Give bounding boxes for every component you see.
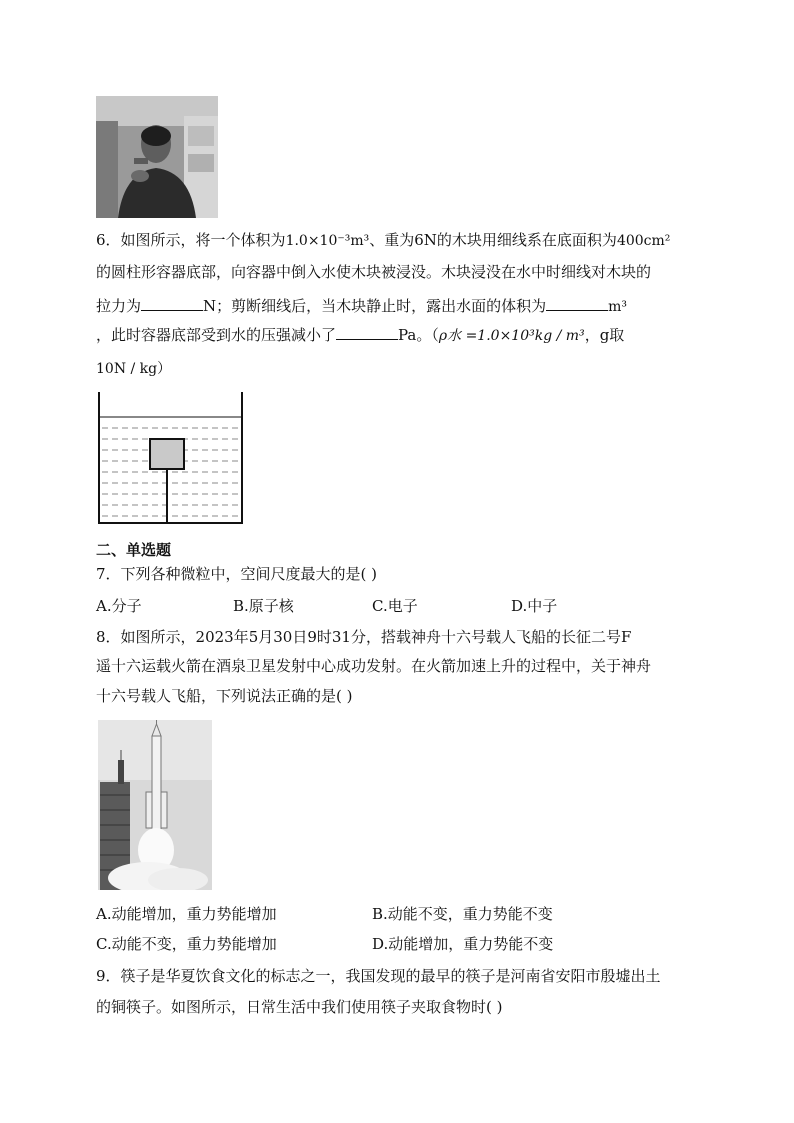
- q6-text-g: ，g取: [584, 326, 625, 344]
- container-diagram: [96, 392, 246, 526]
- answer-blank-2[interactable]: [546, 296, 608, 311]
- q6-text-c: 拉力为: [96, 297, 142, 315]
- q6-text-d: N；剪断细线后，当木块静止时，露出水面的体积为: [203, 297, 547, 315]
- q9-line1: 9．筷子是华夏饮食文化的标志之一，我国发现的最早的筷子是河南省安阳市殷墟出土: [96, 967, 661, 985]
- answer-blank-3[interactable]: [336, 325, 398, 340]
- q6-line2: 的圆柱形容器底部，向容器中倒入水使木块被浸没。木块浸没在水中时细线对木块的: [96, 263, 652, 281]
- q8-line1: 8．如图所示，2023年5月30日9时31分，搭载神舟十六号载人飞船的长征二号F: [96, 628, 632, 646]
- q7-option-d[interactable]: D.中子: [511, 597, 558, 615]
- rocket-launch-photo: [98, 720, 212, 890]
- q7-option-b[interactable]: B.原子核: [233, 597, 294, 615]
- q8-option-b[interactable]: B.动能不变，重力势能不变: [372, 905, 553, 923]
- q9-line2: 的铜筷子。如图所示，日常生活中我们使用筷子夹取食物时( ): [96, 998, 503, 1016]
- q6-line4: [96, 325, 624, 346]
- q8-option-c[interactable]: C.动能不变，重力势能增加: [96, 935, 277, 953]
- wood-block: [150, 439, 184, 469]
- q6-text-b: 、重为6N的木块用细线系在底面积为: [369, 231, 617, 249]
- astronaut-photo: [96, 96, 218, 218]
- q6-line1: [96, 230, 670, 251]
- q6-area-value: 400cm²: [616, 233, 671, 249]
- q6-text-e: ，此时容器底部受到水的压强减小了: [96, 326, 337, 344]
- section-heading: 二、单选题: [96, 541, 172, 559]
- q7-option-a[interactable]: A.分子: [96, 597, 142, 615]
- q6-unit-m3: m³: [608, 299, 628, 315]
- q6-density-formula: ρ水 =1.0×10³kg / m³: [438, 328, 585, 344]
- q7-option-c[interactable]: C.电子: [372, 597, 418, 615]
- q6-text-f: Pa。（: [398, 326, 439, 344]
- q6-line5: 10N / kg）: [96, 361, 172, 377]
- q6-volume-value: 1.0×10⁻³m³: [285, 233, 370, 249]
- q7-stem: 7．下列各种微粒中，空间尺度最大的是( ): [96, 565, 378, 583]
- q8-option-a[interactable]: A.动能增加，重力势能增加: [96, 905, 277, 923]
- q8-line2: 遥十六运载火箭在酒泉卫星发射中心成功发射。在火箭加速上升的过程中，关于神舟: [96, 657, 652, 675]
- q6-text-a: 如图所示，将一个体积为: [120, 231, 286, 249]
- q8-line3: 十六号载人飞船，下列说法正确的是( ): [96, 687, 353, 705]
- q8-option-d[interactable]: D.动能增加，重力势能不变: [372, 935, 554, 953]
- answer-blank-1[interactable]: [141, 296, 203, 311]
- q6-number: 6．: [96, 231, 121, 249]
- q6-line3: [96, 296, 627, 317]
